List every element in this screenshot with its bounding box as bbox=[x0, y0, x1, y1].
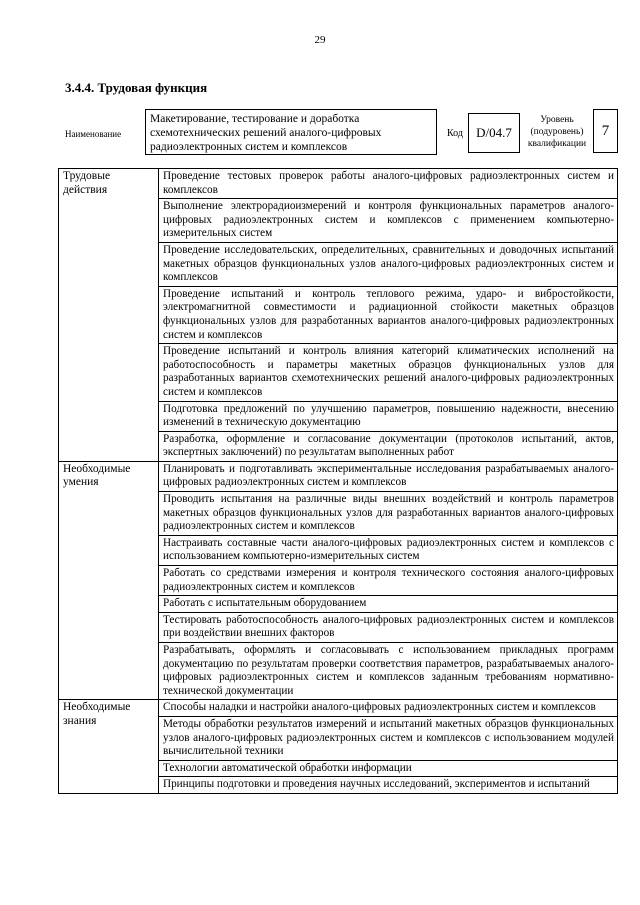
function-name: Макетирование, тестирование и доработка схемотехнических решений аналого-цифровых радиоэлектронных систем и комплексов bbox=[145, 109, 437, 155]
list-item: Проведение испытаний и контроль влияния категорий климатических исполнений на работоспособность и параметры макетных образцов функциональных узлов для разработанных вариантов схемотехнических решений аналого-цифровых радиоэлектронных систем и комплексов bbox=[159, 344, 618, 401]
list-item: Подготовка предложений по улучшению параметров, повышению надежности, внесению изменений в техническую документацию bbox=[159, 401, 618, 431]
list-item: Методы обработки результатов измерений и испытаний макетных образцов функциональных узлов аналого-цифровых радиоэлектронных систем и комплексов с использованием модулей вычислительной техники bbox=[159, 716, 618, 760]
section-title: 3.4.4. Трудовая функция bbox=[65, 80, 208, 95]
list-item: Проведение тестовых проверок работы аналого-цифровых радиоэлектронных систем и комплексов bbox=[159, 169, 618, 199]
function-table bbox=[58, 168, 618, 794]
list-item: Выполнение электрорадиоизмерений и контроля функциональных параметров аналого-цифровых радиоэлектронных систем и комплексов с применением компьютерно-измерительных систем bbox=[159, 199, 618, 243]
category-label: Трудовые действия bbox=[59, 169, 159, 462]
list-item: Принципы подготовки и проведения научных исследований, экспериментов и испытаний bbox=[159, 777, 618, 794]
list-item: Разрабатывать, оформлять и согласовывать с использованием прикладных программ документацию по результатам проверки соответствия параметров, разрабатываемых аналого-цифровых радиоэлектронных систем и комплексов заданным требованиям нормативно-технической документации bbox=[159, 643, 618, 700]
list-item: Способы наладки и настройки аналого-цифровых радиоэлектронных систем и комплексов bbox=[159, 700, 618, 717]
qualification-level: 7 bbox=[593, 109, 618, 153]
list-item: Работать с испытательным оборудованием bbox=[159, 596, 618, 613]
function-header bbox=[65, 109, 620, 157]
level-label: Уровень (подуровень) квалификации bbox=[527, 115, 587, 149]
list-item: Тестировать работоспособность аналого-цифровых радиоэлектронных систем и комплексов при воздействии внешних факторов bbox=[159, 612, 618, 642]
list-item: Настраивать составные части аналого-цифровых радиоэлектронных систем и комплексов с использованием компьютерно-измерительных систем bbox=[159, 535, 618, 565]
list-item: Проведение исследовательских, определительных, сравнительных и доводочных испытаний макетных образцов функциональных узлов аналого-цифровых радиоэлектронных систем и комплексов bbox=[159, 242, 618, 286]
code-label: Код bbox=[447, 128, 463, 139]
page-number: 29 bbox=[314, 34, 326, 46]
category-label: Необходимые знания bbox=[59, 700, 159, 794]
table-row bbox=[59, 461, 618, 491]
name-label: Наименование bbox=[65, 129, 122, 139]
list-item: Работать со средствами измерения и контроля технического состояния аналого-цифровых радиоэлектронных систем и комплексов bbox=[159, 566, 618, 596]
list-item: Планировать и подготавливать экспериментальные исследования разрабатываемых аналого-цифровых радиоэлектронных систем и комплексов bbox=[159, 461, 618, 491]
category-label: Необходимые умения bbox=[59, 461, 159, 700]
list-item: Разработка, оформление и согласование документации (протоколов испытаний, актов, экспертных заключений) по результатам выполненных работ bbox=[159, 431, 618, 461]
list-item: Проводить испытания на различные виды внешних воздействий и контроль параметров макетных образцов функциональных узлов для разработанных вариантов аналого-цифровых радиоэлектронных систем и комплексов bbox=[159, 492, 618, 536]
table-row bbox=[59, 169, 618, 199]
list-item: Проведение испытаний и контроль теплового режима, ударо- и вибростойкости, электромагнитной совместимости и радиационной стойкости макетных образцов функциональных узлов для разработанных вариантов аналого-цифровых радиоэлектронных систем и комплексов bbox=[159, 286, 618, 343]
list-item: Технологии автоматической обработки информации bbox=[159, 760, 618, 777]
table-row bbox=[59, 700, 618, 717]
function-code: D/04.7 bbox=[468, 113, 520, 153]
